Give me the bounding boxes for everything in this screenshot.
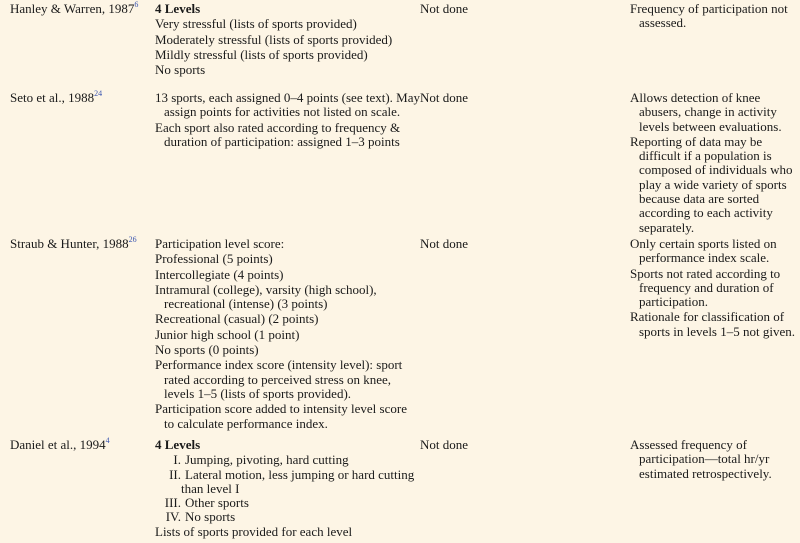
level-text: No sports: [185, 509, 236, 525]
study-cell: [10, 2, 159, 16]
comment-item: Sports not rated according to frequency and duration of participation.: [630, 265, 781, 310]
level-number: II.: [169, 466, 181, 482]
level-item: Junior high school (1 point): [155, 326, 300, 342]
study-cell: [10, 91, 159, 105]
comments-cell: [630, 2, 800, 32]
level-item: Recreational (casual) (2 points): [155, 311, 319, 327]
study-cell: [10, 438, 159, 452]
reference-link[interactable]: 4: [105, 436, 110, 445]
level-note: Lists of sports provided for each level: [155, 523, 353, 539]
level-number: I.: [173, 452, 181, 468]
levels-heading: 4 Levels: [155, 437, 201, 452]
levels-cell: [155, 2, 420, 78]
comment-item: Only certain sports listed on performance index scale.: [630, 236, 777, 266]
level-number: III.: [164, 495, 181, 511]
level-item: Each sport also rated according to frequency & duration of participation: assigned 1–3 points: [155, 119, 401, 149]
validation-cell: Not done: [420, 437, 469, 452]
study-name: Hanley & Warren, 1987: [10, 1, 135, 16]
level-text: Lateral motion, less jumping or hard cutting than level I: [181, 466, 415, 496]
level-item: Mildly stressful (lists of sports provided): [155, 46, 368, 62]
levels-cell: [155, 237, 420, 432]
validation-cell: Not done: [420, 236, 469, 251]
level-item: 13 sports, each assigned 0–4 points (see text). May assign points for activities not listed on scale.: [155, 90, 421, 120]
comment-item: Rationale for classification of sports in levels 1–5 not given.: [630, 309, 795, 339]
validation-cell: Not done: [420, 90, 469, 105]
levels-heading: 4 Levels: [155, 1, 201, 16]
reference-link[interactable]: 26: [128, 235, 137, 244]
study-name: Seto et al., 1988: [10, 90, 95, 105]
comments-cell: [630, 438, 800, 482]
comment-item: Allows detection of knee abusers, change in activity levels between evaluations.: [630, 90, 782, 134]
comments-cell: [630, 91, 800, 236]
level-item: Intramural (college), varsity (high school), recreational (intense) (3 points): [155, 281, 377, 312]
level-item: Moderately stressful (lists of sports provided): [155, 31, 393, 47]
comment-item: Frequency of participation not assessed.: [630, 1, 788, 31]
reference-link[interactable]: 24: [94, 89, 103, 98]
level-item: Intercollegiate (4 points): [155, 266, 284, 282]
level-item: No sports: [155, 62, 206, 78]
level-item: [155, 496, 420, 510]
study-cell: [10, 237, 159, 251]
level-item: [155, 453, 420, 467]
level-item: [155, 468, 420, 497]
comment-item: Reporting of data may be difficult if a population is composed of individuals who play a wide variety of sports because data are sorted according to each activity separately.: [630, 133, 793, 235]
level-item: Professional (5 points): [155, 251, 273, 267]
study-name: Straub & Hunter, 1988: [10, 236, 129, 251]
level-text: Jumping, pivoting, hard cutting: [185, 452, 349, 468]
level-item: Participation score added to intensity level score to calculate performance index.: [155, 401, 407, 431]
level-item: No sports (0 points): [155, 342, 259, 358]
reference-link[interactable]: 6: [134, 0, 139, 9]
comments-cell: [630, 237, 800, 340]
comment-item: Assessed frequency of participation—total hr/yr estimated retrospectively.: [630, 437, 772, 481]
level-item: Performance index score (intensity level): sport rated according to perceived stress on knee, levels 1–5 (lists of sports provided).: [155, 357, 403, 401]
level-item: Very stressful (lists of sports provided): [155, 16, 357, 32]
levels-cell: [155, 438, 420, 540]
level-number: IV.: [165, 509, 181, 525]
study-name: Daniel et al., 1994: [10, 437, 106, 452]
levels-cell: [155, 91, 420, 150]
level-item: [155, 510, 420, 524]
level-item: Participation level score:: [155, 236, 285, 251]
level-text: Other sports: [185, 495, 249, 511]
validation-cell: Not done: [420, 1, 469, 16]
